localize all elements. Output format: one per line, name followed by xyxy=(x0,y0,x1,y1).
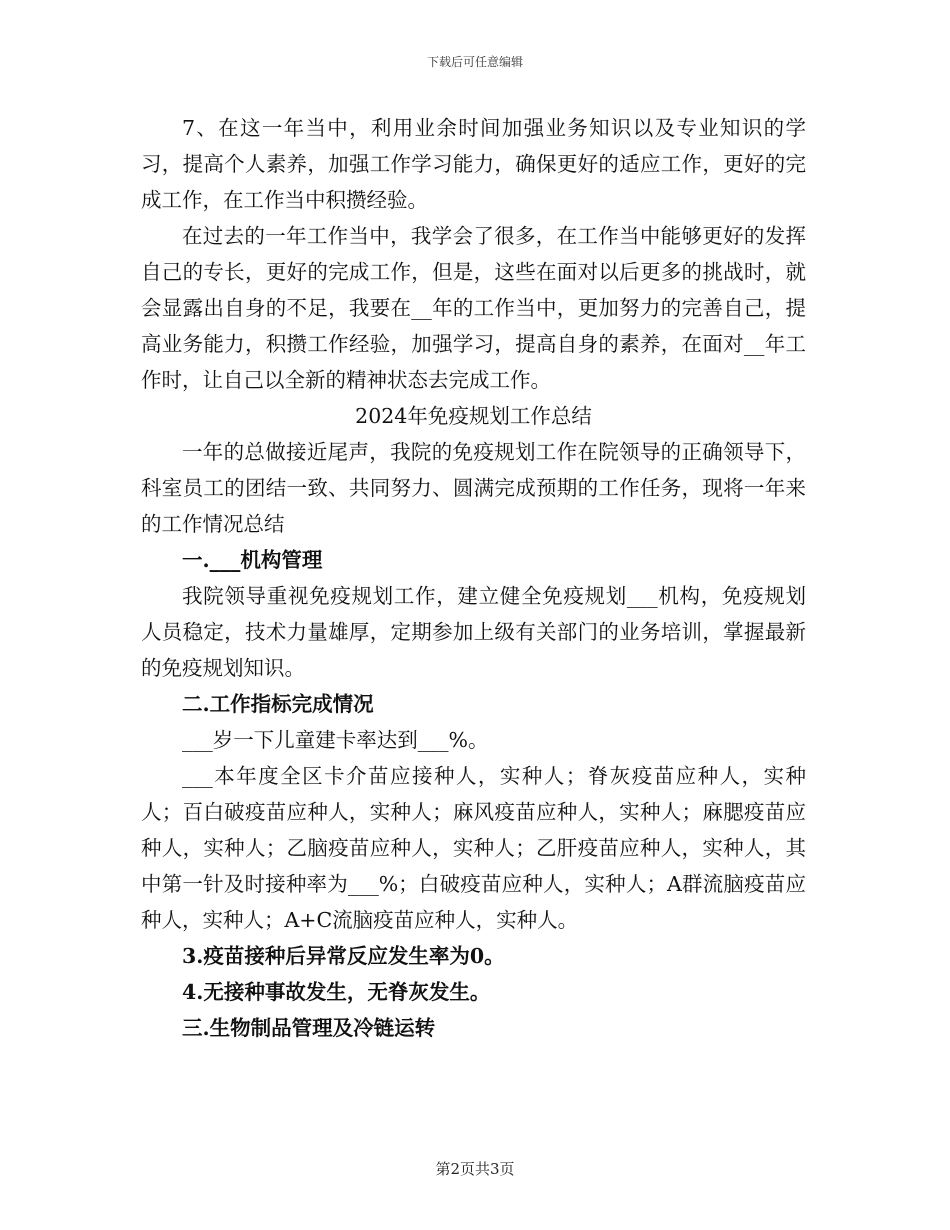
section-heading-1: 一.___机构管理 xyxy=(182,548,323,572)
paragraph-summary: 在过去的一年工作当中，我学会了很多，在工作当中能够更好的发挥自己的专长，更好的完成工作，但是，这些在面对以后更多的挑战时，就会显露出自身的不足，我要在__年的工作当中，更加努力的完善自己，提高业务能力，积攒工作经验，加强学习，提高自身的素养，在面对__年工作时，让自己以全新的精神状态去完成工作。 xyxy=(141,224,806,392)
page-header: 下载后可任意编辑 xyxy=(426,55,523,69)
paragraph-section-1: 我院领导重视免疫规划工作，建立健全免疫规划___机构，免疫规划人员稳定，技术力量雄厚，定期参加上级有关部门的业务培训，掌握最新的免疫规划知识。 xyxy=(141,584,806,680)
paragraph-intro: 一年的总做接近尾声，我院的免疫规划工作在院领导的正确领导下，科室员工的团结一致、共同努力、圆满完成预期的工作任务，现将一年来的工作情况总结 xyxy=(141,440,806,536)
section-heading-2: 二.工作指标完成情况 xyxy=(182,692,374,716)
document-title: 2024年免疫规划工作总结 xyxy=(355,404,592,428)
section-heading-3: 3.疫苗接种后异常反应发生率为0。 xyxy=(182,944,505,968)
section-heading-4: 4.无接种事故发生，无脊灰发生。 xyxy=(182,980,491,1004)
paragraph-section-2b: ___本年度全区卡介苗应接种人，实种人；脊灰疫苗应种人，实种人；百白破疫苗应种人，实种人；麻风疫苗应种人，实种人；麻腮疫苗应种人，实种人；乙脑疫苗应种人，实种人；乙肝疫苗应种人，实种人，其中第一针及时接种率为___%；白破疫苗应种人，实种人；A群流脑疫苗应种人，实种人；A+C流脑疫苗应种人，实种人。 xyxy=(141,764,806,932)
section-heading-5: 三.生物制品管理及冷链运转 xyxy=(182,1016,436,1040)
paragraph-item-7: 7、在这一年当中，利用业余时间加强业务知识以及专业知识的学习，提高个人素养，加强工作学习能力，确保更好的适应工作，更好的完成工作，在工作当中积攒经验。 xyxy=(141,116,806,212)
document-body xyxy=(141,110,806,1046)
paragraph-section-2a: ___岁一下儿童建卡率达到___%。 xyxy=(182,728,489,752)
page-footer: 第2页共3页 xyxy=(435,1160,515,1178)
